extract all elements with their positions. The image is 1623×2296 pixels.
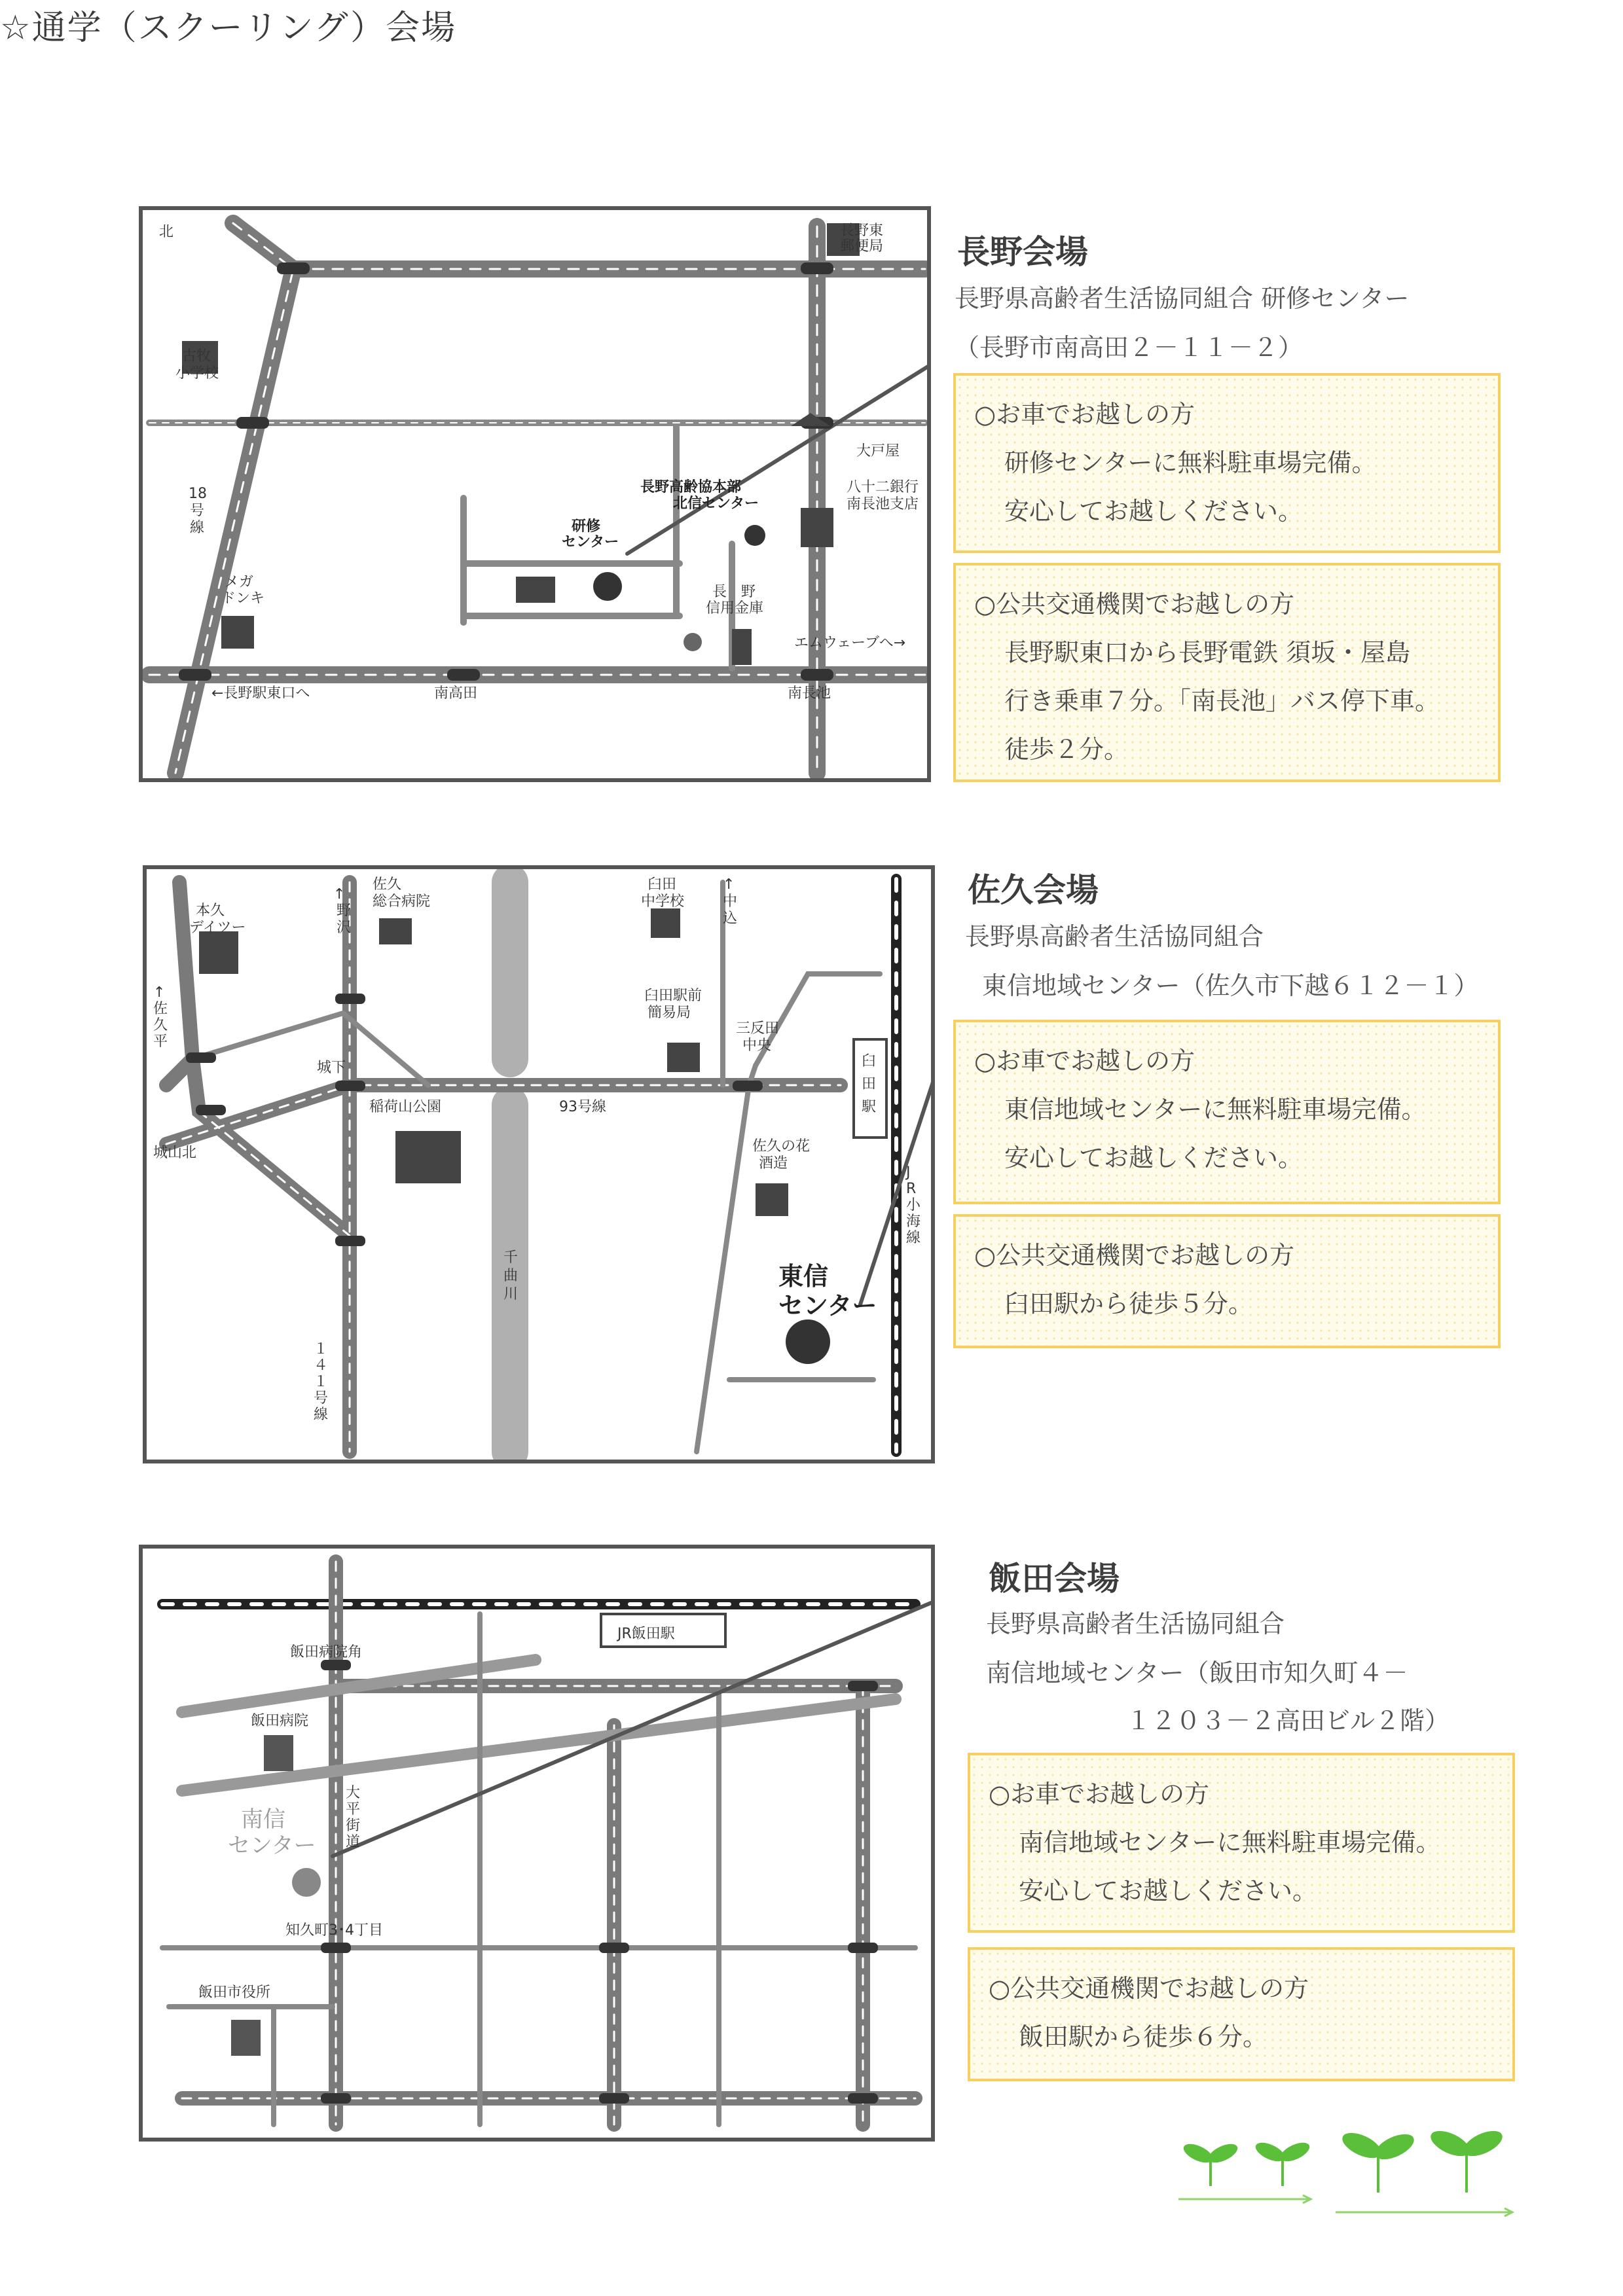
svg-text:駅: 駅 [862, 1099, 877, 1115]
svg-text:４: ４ [314, 1357, 329, 1374]
svg-text:センター: センター [562, 534, 619, 550]
svg-text:線: 線 [190, 520, 205, 536]
svg-text:佐久: 佐久 [373, 876, 402, 893]
venue-address2-iida: １２０３－２高田ビル２階） [1126, 1706, 1450, 1735]
transit-box-saku: ○公共交通機関でお越しの方 臼田駅から徒歩５分。 [953, 1214, 1501, 1348]
car-box-saku: ○お車でお越しの方 東信地域センターに無料駐車場完備。 安心してお越しください。 [953, 1020, 1501, 1204]
svg-text:93号線: 93号線 [559, 1099, 606, 1115]
nagano-map [139, 206, 931, 782]
svg-text:北信センター: 北信センター [673, 495, 759, 512]
svg-text:野: 野 [337, 903, 352, 919]
svg-text:本久: 本久 [196, 903, 225, 919]
svg-text:沢: 沢 [337, 920, 352, 936]
svg-text:城山北: 城山北 [153, 1145, 197, 1161]
venue-address-saku: 東信地域センター（佐久市下越６１２－１） [982, 971, 1479, 1000]
svg-text:←長野駅東口へ: ←長野駅東口へ [211, 685, 310, 702]
svg-text:１: １ [314, 1341, 329, 1357]
svg-text:長 野: 長 野 [712, 584, 756, 600]
svg-text:飯田病院角: 飯田病院角 [290, 1644, 363, 1660]
svg-text:長野高齢協本部: 長野高齢協本部 [640, 479, 742, 495]
svg-text:曲: 曲 [503, 1268, 519, 1284]
svg-text:東信: 東信 [778, 1262, 829, 1291]
svg-text:小学校: 小学校 [175, 365, 219, 382]
svg-text:南信: 南信 [241, 1806, 285, 1833]
svg-text:飯田市役所: 飯田市役所 [198, 1984, 271, 2001]
svg-text:飯田病院: 飯田病院 [251, 1713, 309, 1729]
svg-text:大戸屋: 大戸屋 [856, 443, 900, 459]
svg-text:道: 道 [346, 1834, 361, 1850]
venue-org-saku: 長野県高齢者生活協同組合 [965, 922, 1264, 951]
svg-text:臼: 臼 [862, 1053, 877, 1069]
venue-address-nagano: （長野市南高田２－１１－２） [955, 333, 1304, 362]
svg-text:号: 号 [190, 503, 205, 519]
svg-text:八十二銀行: 八十二銀行 [847, 479, 919, 495]
venue-org-iida: 長野県高齢者生活協同組合 [986, 1609, 1285, 1638]
svg-text:久: 久 [153, 1017, 168, 1033]
svg-text:↑: ↑ [153, 984, 166, 1001]
svg-text:川: 川 [503, 1286, 519, 1302]
north-label: 北 [159, 224, 174, 240]
venue-address-iida: 南信地域センター（飯田市知久町４－ [986, 1659, 1408, 1687]
svg-text:佐: 佐 [153, 1001, 168, 1017]
svg-text:エムウェーブへ→: エムウェーブへ→ [794, 635, 906, 651]
venue-title-nagano: 長野会場 [957, 233, 1088, 271]
svg-text:郵便局: 郵便局 [840, 238, 884, 255]
svg-text:街: 街 [346, 1818, 361, 1834]
svg-text:千: 千 [503, 1249, 519, 1266]
venue-title-saku: 佐久会場 [968, 871, 1099, 909]
svg-text:ドンキ: ドンキ [221, 590, 265, 607]
svg-text:中央: 中央 [742, 1037, 772, 1054]
svg-text:平: 平 [153, 1033, 168, 1050]
svg-text:知久町3･4丁目: 知久町3･4丁目 [285, 1922, 383, 1939]
svg-text:１: １ [314, 1374, 329, 1390]
svg-text:センター: センター [228, 1833, 316, 1859]
svg-text:南長池: 南長池 [788, 685, 831, 702]
svg-text:込: 込 [723, 910, 738, 927]
svg-text:南長池支店: 南長池支店 [847, 496, 919, 512]
svg-text:センター: センター [778, 1291, 877, 1320]
svg-text:城下: 城下 [317, 1060, 346, 1076]
svg-text:古牧: 古牧 [182, 348, 211, 365]
svg-text:稲荷山公園: 稲荷山公園 [369, 1099, 442, 1115]
svg-text:中: 中 [723, 893, 738, 910]
svg-text:臼田: 臼田 [647, 876, 677, 893]
transit-box-nagano: ○公共交通機関でお越しの方 長野駅東口から長野電鉄 須坂・屋島 行き乗車７分。「南長池」バス停下車。 徒歩２分。 [953, 563, 1501, 782]
car-box-iida: ○お車でお越しの方 南信地域センターに無料駐車場完備。 安心してお越しください。 [968, 1753, 1515, 1933]
saku-map [143, 865, 935, 1463]
svg-text:佐久の花: 佐久の花 [752, 1138, 811, 1155]
transit-box-iida: ○公共交通機関でお越しの方 飯田駅から徒歩６分。 [968, 1947, 1515, 2081]
svg-text:三反田: 三反田 [736, 1020, 780, 1037]
svg-text:田: 田 [862, 1076, 877, 1092]
svg-text:デイツー: デイツー [189, 920, 246, 936]
jr-iida-label: JR飯田駅 [617, 1626, 675, 1642]
svg-text:R: R [906, 1181, 917, 1197]
svg-text:中学校: 中学校 [641, 893, 685, 910]
svg-text:酒造: 酒造 [759, 1155, 788, 1172]
svg-text:海: 海 [906, 1213, 921, 1230]
svg-text:南高田: 南高田 [434, 685, 478, 702]
svg-text:平: 平 [346, 1801, 361, 1818]
venue-org-nagano: 長野県高齢者生活協同組合 研修センター [955, 284, 1410, 313]
svg-text:大: 大 [346, 1785, 361, 1801]
svg-text:研修: 研修 [572, 518, 601, 535]
svg-text:小: 小 [906, 1197, 921, 1213]
svg-text:簡易局: 簡易局 [647, 1005, 691, 1021]
venue-title-iida: 飯田会場 [989, 1560, 1120, 1598]
svg-text:線: 線 [314, 1407, 329, 1423]
iida-map [139, 1545, 935, 2142]
svg-text:18: 18 [189, 486, 207, 502]
svg-text:メガ: メガ [225, 574, 254, 590]
svg-text:↑: ↑ [723, 876, 735, 893]
svg-text:総合病院: 総合病院 [373, 893, 431, 910]
page-title: ☆通学（スクーリング）会場 [0, 9, 457, 48]
svg-text:↑: ↑ [333, 886, 346, 903]
svg-text:長野東: 長野東 [840, 223, 884, 239]
svg-text:臼田駅前: 臼田駅前 [644, 988, 702, 1004]
svg-text:号: 号 [314, 1390, 329, 1407]
car-box-nagano: ○お車でお越しの方 研修センターに無料駐車場完備。 安心してお越しください。 [953, 373, 1501, 553]
sprout-decoration [1172, 2121, 1539, 2225]
svg-text:J: J [906, 1164, 911, 1181]
svg-text:信用金庫: 信用金庫 [706, 600, 764, 617]
svg-text:線: 線 [906, 1230, 921, 1246]
